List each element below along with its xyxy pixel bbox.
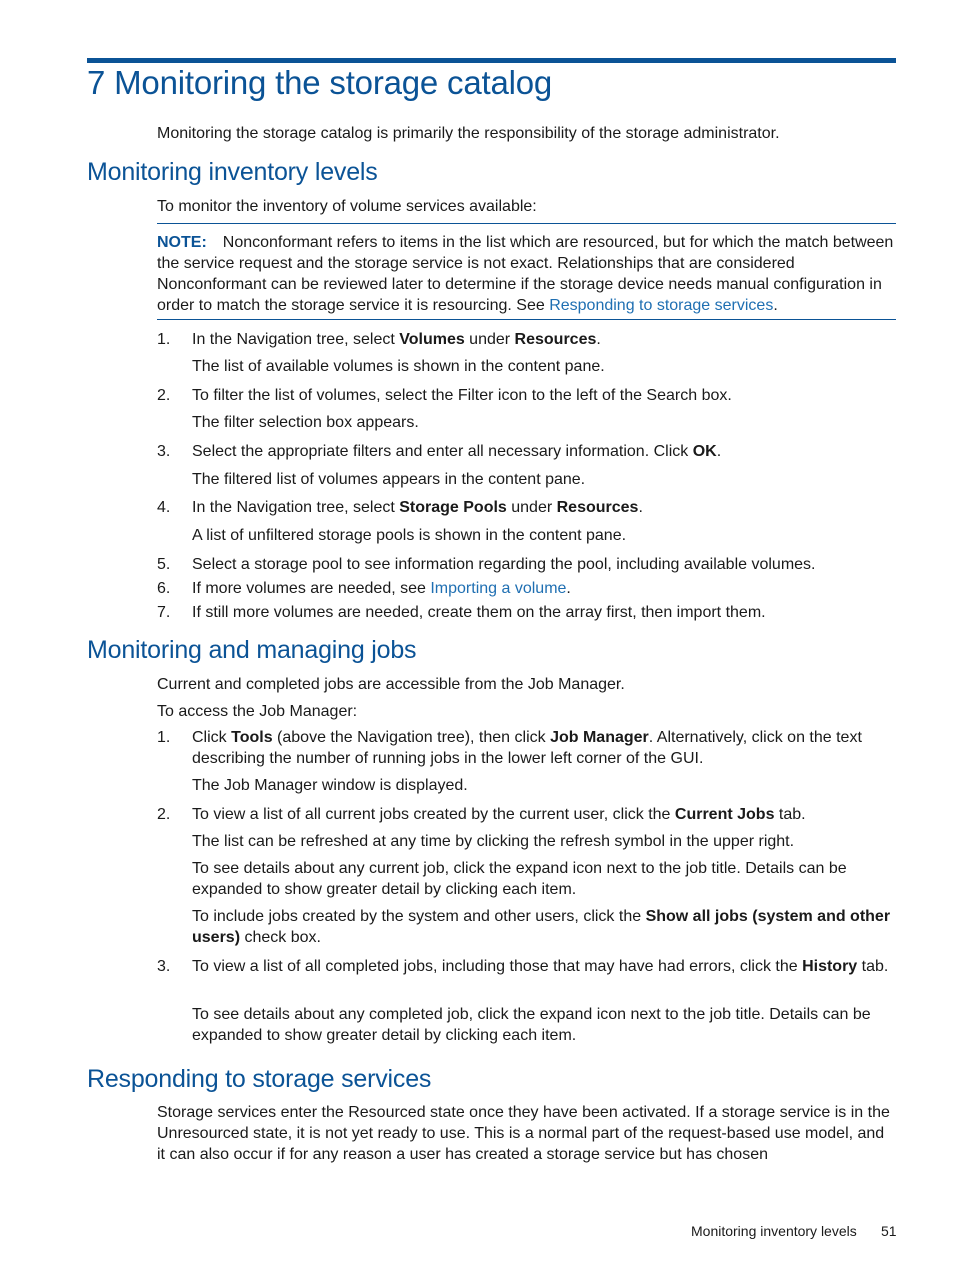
note-body: Nonconformant refers to items in the list which are resourced, but for which the match between the service request and the storage service is not exact. Relationships that are considered Nonconformant can be reviewed later to determine if the storage device needs manual configuration in order to match the storage service it is resourcing. See: [157, 234, 894, 314]
inventory-step-2-result: The filter selection box appears.: [192, 414, 419, 431]
jobs-step-2-show-all: To include jobs created by the system and other users, click the Show all jobs (system and other users) check box.: [192, 908, 891, 946]
jobs-step-3: To view a list of all completed jobs, including those that may have had errors, click the History tab.: [192, 958, 889, 975]
footer-page-number: 51: [881, 1223, 897, 1239]
inventory-step-3: Select the appropriate filters and enter all necessary information. Click OK.: [192, 443, 722, 460]
link-responding-storage-services[interactable]: Responding to storage services: [549, 297, 774, 314]
inventory-step-2: To filter the list of volumes, select the Filter icon to the left of the Search box.: [192, 387, 732, 404]
heading-inventory: Monitoring inventory levels: [87, 158, 378, 186]
inventory-step-3-result: The filtered list of volumes appears in the content pane.: [192, 471, 586, 488]
footer-section-title: Monitoring inventory levels: [691, 1223, 857, 1239]
chapter-title: 7 Monitoring the storage catalog: [87, 64, 553, 101]
jobs-step-2-details: To see details about any current job, click the expand icon next to the job title. Details can be expanded to show greater detail by clicking each item.: [192, 860, 847, 898]
step-number: 3.: [157, 443, 171, 460]
step-number: 3.: [157, 958, 171, 975]
jobs-step-3-details: To see details about any completed job, click the expand icon next to the job title. Details can be expanded to show greater detail by clicking each item.: [192, 1006, 871, 1044]
note-text: NOTE: Nonconformant refers to items in the list which are resourced, but for which the match between the service request and the storage service is not exact. Relationships that are considered Nonconformant can be reviewed later to determine if the storage device needs manual configuration in order to match the storage service it is resourcing. See Responding to storage services.: [157, 234, 894, 314]
jobs-paragraph-2: To access the Job Manager:: [157, 703, 358, 720]
link-importing-a-volume[interactable]: Importing a volume: [430, 580, 567, 597]
step-number: 1.: [157, 331, 171, 348]
jobs-step-1: Click Tools (above the Navigation tree), then click Job Manager. Alternatively, click on the text describing the number of running jobs in the lower left corner of the GUI.: [192, 729, 862, 767]
inventory-lead: To monitor the inventory of volume services available:: [157, 198, 537, 215]
inventory-step-4-result: A list of unfiltered storage pools is shown in the content pane.: [192, 527, 627, 544]
intro-paragraph: Monitoring the storage catalog is primarily the responsibility of the storage administrator.: [157, 125, 780, 142]
jobs-step-2: To view a list of all current jobs created by the current user, click the Current Jobs tab.: [192, 806, 806, 823]
note-label: NOTE:: [157, 234, 207, 251]
heading-jobs: Monitoring and managing jobs: [87, 636, 417, 664]
step-number: 2.: [157, 806, 171, 823]
inventory-step-6: If more volumes are needed, see Importing a volume.: [192, 580, 571, 597]
step-number: 2.: [157, 387, 171, 404]
step-number: 7.: [157, 604, 171, 621]
step-number: 1.: [157, 729, 171, 746]
jobs-step-2-refresh: The list can be refreshed at any time by clicking the refresh symbol in the upper right.: [192, 833, 795, 850]
chapter-top-rule: [87, 58, 896, 63]
jobs-step-1-result: The Job Manager window is displayed.: [192, 777, 468, 794]
inventory-step-1: In the Navigation tree, select Volumes under Resources.: [192, 331, 601, 348]
inventory-step-4: In the Navigation tree, select Storage Pools under Resources.: [192, 499, 643, 516]
step-number: 4.: [157, 499, 171, 516]
heading-responding: Responding to storage services: [87, 1065, 432, 1093]
inventory-step-5: Select a storage pool to see information regarding the pool, including available volumes.: [192, 556, 816, 573]
inventory-step-7: If still more volumes are needed, create them on the array first, then import them.: [192, 604, 766, 621]
step-number: 5.: [157, 556, 171, 573]
note-box: [157, 223, 896, 320]
inventory-step-1-result: The list of available volumes is shown in the content pane.: [192, 358, 605, 375]
responding-paragraph: Storage services enter the Resourced state once they have been activated. If a storage service is in the Unresourced state, it is not yet ready to use. This is a normal part of the request-based use model, and it can also occur if for any reason a user has created a storage service but has chosen: [157, 1104, 890, 1163]
jobs-paragraph-1: Current and completed jobs are accessible from the Job Manager.: [157, 676, 625, 693]
step-number: 6.: [157, 580, 171, 597]
